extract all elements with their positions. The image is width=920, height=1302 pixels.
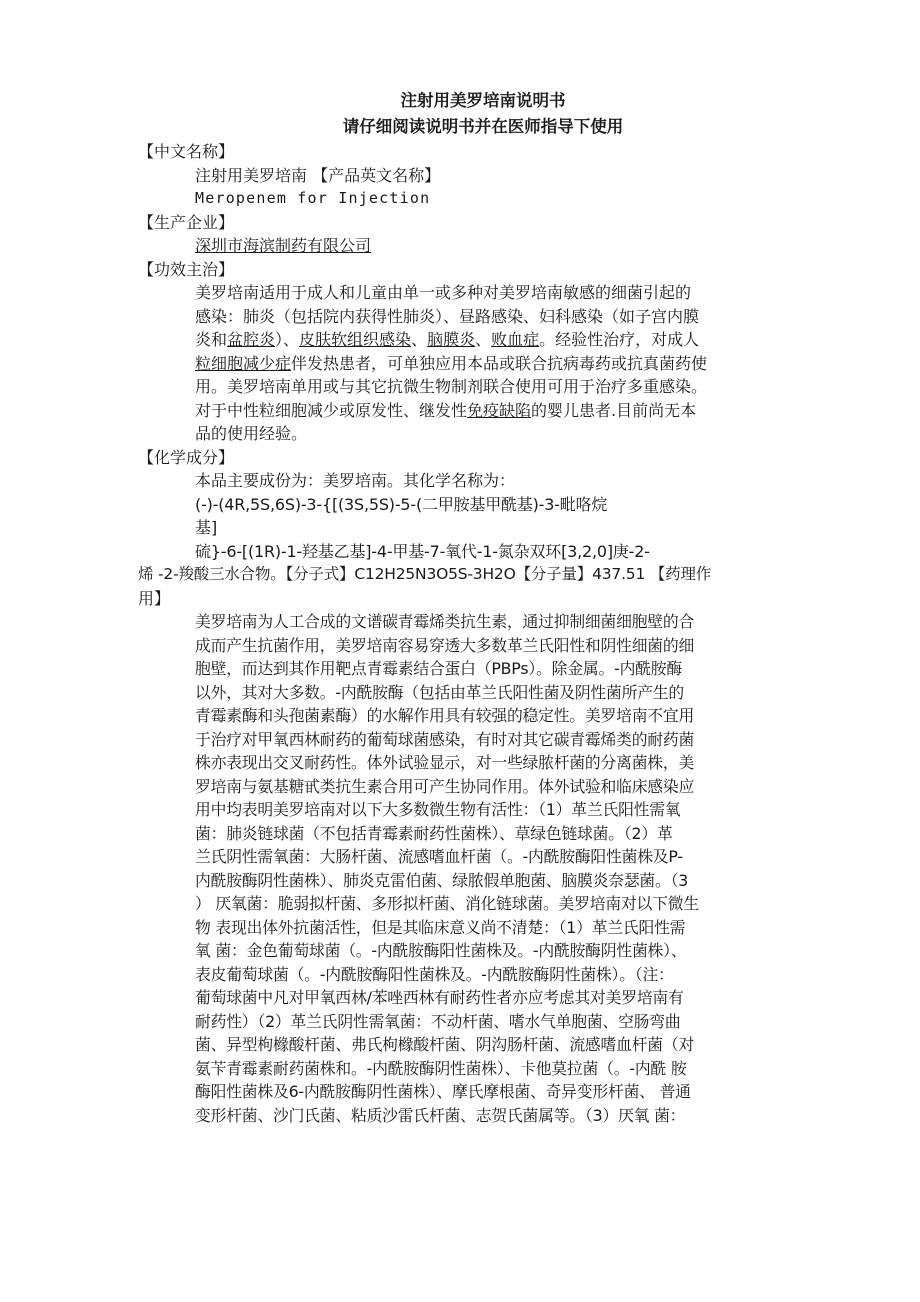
document-title: 注射用美罗培南说明书 <box>400 91 566 110</box>
pharmacology-line: 表皮葡萄球菌（。-内酰胺酶阳性菌株及。-内酰胺酶阴性菌株）。（注： <box>195 964 674 984</box>
pharmacology-line: 葡萄球菌中凡对甲氧西林/苯唑西林有耐药性者亦应考虑其对美罗培南有 <box>195 988 684 1007</box>
text-span: ）、 <box>275 330 300 349</box>
chem-line: 本品主要成份为：美罗培南。其化学名称为： <box>195 471 516 490</box>
pharmacology-line: 菌：肺炎链球菌（不包括青霉素耐药性菌株）、草绿色链球菌。（2）革 <box>195 823 673 843</box>
pharmacology-line: 罗培南与氨基糖甙类抗生素合用可产生协同作用。体外试验和临床感染应 <box>195 776 695 796</box>
pharmacology-line: 青霉素酶和头孢菌素酶）的水解作用具有较强的稳定性。美罗培南不宜用 <box>195 706 695 725</box>
section-heading-name: 【中文名称】 <box>138 142 235 161</box>
link-pelvic-inflammation[interactable]: 盆腔炎 <box>227 330 276 349</box>
pharmacology-line: 胞壁，而达到其作用靶点青霉素结合蛋白（PBPs）。除金属。-内酰胺酶 <box>195 659 682 678</box>
pharmacology-line: 用中均表明美罗培南对以下大多数微生物有活性：（1）革兰氏阳性需氧 <box>195 800 681 819</box>
chem-line: 烯 -2-羧酸三水合物。【分子式】C12H25N3O5S-3H2O【分子量】437.51 【药理作 <box>138 565 712 583</box>
pharmacology-line: 耐药性）（2）革兰氏阴性需氧菌：不动杆菌、嗜水气单胞菌、空肠弯曲 <box>195 1011 681 1031</box>
pharmacology-line: 于治疗对甲氧西林耐药的葡萄球菌感染，有时对其它碳青霉烯类的耐药菌 <box>195 729 695 749</box>
section-heading-indication: 【功效主治】 <box>138 259 235 279</box>
indication-line <box>138 328 794 352</box>
pharmacology-line: 氧 菌：金色葡萄球菌（。-内酰胺酶阳性菌株及。-内酰胺酶阴性菌株）、 <box>195 941 687 960</box>
pharmacology-line: 氨苄青霉素耐药菌株和。-内酰胺酶阴性菌株）、卡他莫拉菌（。-内酰 胺 <box>195 1058 687 1078</box>
text-span: 炎和 <box>195 330 228 349</box>
pharmacology-line: 物 表现出体外抗菌活性，但是其临床意义尚不清楚：（1）革兰氏阳性需 <box>195 917 686 937</box>
text-span: 。经验性治疗，对成人 <box>539 330 700 349</box>
indication-line <box>138 399 794 423</box>
company-link[interactable]: 深圳市海滨制药有限公司 <box>195 236 372 255</box>
pharmacology-line: 菌、异型枸橼酸杆菌、弗氏枸橼酸杆菌、阴沟肠杆菌、流感嗜血杆菌（对 <box>195 1035 695 1054</box>
pharmacology-line: 以外，其对大多数。-内酰胺酶（包括由革兰氏阳性菌及阴性菌所产生的 <box>195 682 685 702</box>
indication-line: 品的使用经验。 <box>195 424 308 443</box>
pharmacology-line: 兰氏阴性需氧菌：大肠杆菌、流感嗜血杆菌（。-内酰胺酶阳性菌株及P- <box>195 847 683 866</box>
indication-line: 感染：肺炎（包括院内获得性肺炎）、昼路感染、妇科感染（如子宫内膜 <box>195 306 700 326</box>
product-name-en: Meropenem for Injection <box>195 189 431 207</box>
document-subtitle: 请仔细阅读说明书并在医师指导下使用 <box>342 117 624 136</box>
text-span: 、 <box>475 330 492 349</box>
pharmacology-line: 株亦表现出交叉耐药性。体外试验显示，对一些绿脓杆菌的分离菌株，美 <box>195 753 695 772</box>
pharmacology-line: 内酰胺酶阴性菌株）、肺炎克雷伯菌、绿脓假单胞菌、脑膜炎奈瑟菌。（3 <box>195 870 689 890</box>
pharmacology-line: 成而产生抗菌作用，美罗培南容易穿透大多数革兰氏阳性和阴性细菌的细 <box>195 635 695 655</box>
pharmacology-line: 酶阳性菌株及6-内酰胺酶阴性菌株）、摩氏摩根菌、奇异变形杆菌、 普通 <box>195 1082 691 1101</box>
indication-line: 用。美罗培南单用或与其它抗微生物制剂联合使用可用于治疗多重感染。 <box>195 377 708 396</box>
chem-line: 基] <box>195 518 218 537</box>
text-span: 、 <box>411 330 428 349</box>
pharmacology-line: 美罗培南为人工合成的文谱碳青霉烯类抗生素，通过抑制细菌细胞壁的合 <box>195 612 695 631</box>
pharmacology-line: 变形杆菌、沙门氏菌、粘质沙雷氏杆菌、志贺氏菌属等。（3）厌氧 菌： <box>195 1105 686 1125</box>
section-heading-chem: 【化学成分】 <box>138 447 235 467</box>
pharmacology-line: ） 厌氧菌：脆弱拟杆菌、多形拟杆菌、消化链球菌。美罗培南对以下微生 <box>195 894 699 913</box>
text-span: 对于中性粒细胞减少或原发性、继发性 <box>195 400 468 420</box>
section-heading-maker: 【生产企业】 <box>138 212 235 232</box>
link-skin-soft-tissue-infection[interactable]: 皮肤软组织感染 <box>299 330 412 349</box>
link-sepsis[interactable]: 败血症 <box>491 330 540 349</box>
link-meningitis[interactable]: 脑膜炎 <box>427 330 476 349</box>
text-span: 伴发热患者，可单独应用本品或联合抗病毒药或抗真菌药使 <box>291 353 708 373</box>
chem-line: (-)-(4R,5S,6S)-3-{[(3S,5S)-5-(二甲胺基甲酰基)-3-毗咯烷 <box>195 494 608 514</box>
indication-body <box>138 281 794 446</box>
indication-line <box>138 352 794 376</box>
chem-line: 用】 <box>138 588 171 608</box>
pharmacology-body <box>138 610 794 1127</box>
indication-line: 美罗培南适用于成人和儿童由单一或多种对美罗培南敏感的细菌引起的 <box>195 283 692 302</box>
chem-line: 硫}-6-[(1R)-1-羟基乙基]-4-甲基-7-氧代-1-氮杂双环[3,2,0]庚-2- <box>195 541 650 561</box>
product-name-cn: 注射用美罗培南 【产品英文名称】 <box>195 165 441 185</box>
text-span: 的婴儿患者.目前尚无本 <box>531 400 697 420</box>
link-neutropenia[interactable]: 粒细胞减少症 <box>195 353 292 373</box>
link-immunodeficiency[interactable]: 免疫缺陷 <box>467 400 532 420</box>
document-page <box>138 88 794 1127</box>
